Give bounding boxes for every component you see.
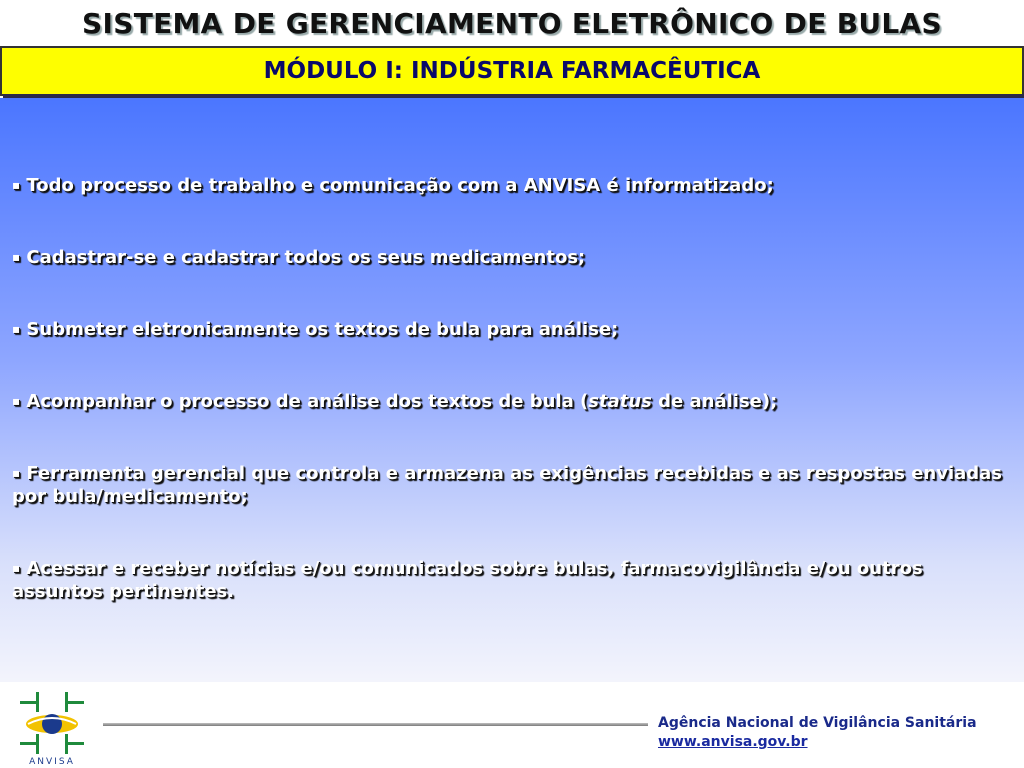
bullet-marker-icon: ▪ bbox=[12, 394, 21, 408]
agency-name: Agência Nacional de Vigilância Sanitária bbox=[658, 715, 977, 731]
page-title: SISTEMA DE GERENCIAMENTO ELETRÔNICO DE BULAS bbox=[82, 6, 942, 40]
bullet-text: Todo processo de trabalho e comunicação com a ANVISA é informatizado; bbox=[26, 175, 774, 196]
bullet-marker-icon: ▪ bbox=[12, 250, 21, 264]
website-link[interactable]: www.anvisa.gov.br bbox=[658, 734, 808, 750]
bullet-item-2 bbox=[12, 246, 1002, 269]
bullet-item-6 bbox=[12, 557, 1002, 603]
bullet-text: Cadastrar-se e cadastrar todos os seus medicamentos; bbox=[26, 247, 586, 268]
slide-content bbox=[0, 98, 1024, 682]
bullet-list bbox=[12, 174, 1002, 603]
bullet-marker-icon: ▪ bbox=[12, 178, 21, 192]
anvisa-logo-icon bbox=[14, 690, 90, 766]
bullet-marker-icon: ▪ bbox=[12, 466, 21, 480]
bullet-item-5 bbox=[12, 462, 1002, 508]
bullet-item-1 bbox=[12, 174, 1002, 197]
bullet-item-3 bbox=[12, 318, 1002, 341]
footer-divider bbox=[103, 723, 648, 726]
bullet-item-4 bbox=[12, 390, 1002, 413]
bullet-text-start: Acompanhar o processo de análise dos textos de bula ( bbox=[26, 391, 589, 412]
bullet-text-end: de análise); bbox=[651, 391, 778, 412]
bullet-text-italic: status bbox=[588, 391, 652, 412]
module-title: MÓDULO I: INDÚSTRIA FARMACÊUTICA bbox=[263, 58, 761, 84]
module-banner bbox=[0, 46, 1024, 96]
bullet-marker-icon: ▪ bbox=[12, 322, 21, 336]
bullet-text: Ferramenta gerencial que controla e armazena as exigências recebidas e as respostas enviadas por bula/medicamento; bbox=[12, 463, 1003, 507]
bullet-text: Submeter eletronicamente os textos de bula para análise; bbox=[26, 319, 619, 340]
footer bbox=[0, 682, 1024, 768]
svg-text:ANVISA: ANVISA bbox=[29, 757, 75, 766]
title-bar bbox=[0, 0, 1024, 47]
bullet-marker-icon: ▪ bbox=[12, 561, 21, 575]
bullet-text: Acessar e receber notícias e/ou comunicados sobre bulas, farmacovigilância e/ou outros assuntos pertinentes. bbox=[12, 558, 923, 602]
